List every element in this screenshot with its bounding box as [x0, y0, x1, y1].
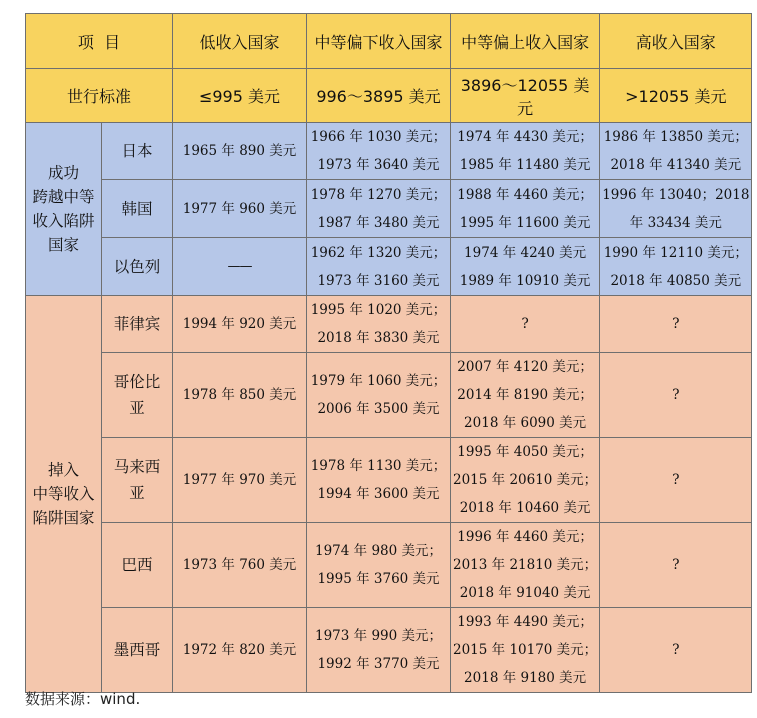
value-line: 1995 年 3760 美元: [317, 571, 440, 587]
table-row: [26, 523, 752, 608]
value-upper-middle: [451, 123, 600, 180]
value-line: 1965 年 890 美元: [182, 143, 297, 159]
income-table-container: [25, 13, 752, 693]
value-line: 1973 年 3640 美元: [317, 157, 440, 173]
table-row: [26, 438, 752, 523]
value-line: 1974 年 980 美元；: [315, 543, 442, 559]
value-line: 1994 年 920 美元: [182, 316, 297, 332]
table-row: [26, 123, 752, 180]
country-name: [102, 608, 173, 693]
value-low: [173, 180, 307, 238]
value-line: 1978 年 850 美元: [182, 387, 297, 403]
value-line: 1996 年 4460 美元；: [457, 529, 593, 545]
country-name-line: 亚: [129, 399, 145, 417]
table-row: [26, 608, 752, 693]
country-name-line: 菲律宾: [113, 315, 161, 333]
value-line: ?: [672, 557, 680, 573]
country-name: [102, 296, 173, 353]
value-upper-middle: [451, 353, 600, 438]
value-line: 1988 年 4460 美元；: [457, 186, 593, 203]
value-low: [173, 238, 307, 296]
value-line: 1974 年 4240 美元: [464, 244, 587, 261]
value-upper-middle: [451, 238, 600, 296]
value-high: [600, 353, 752, 438]
country-name: [102, 438, 173, 523]
header-lower-middle-income: 中等偏下收入国家: [307, 14, 451, 69]
group-fallen-countries: [26, 296, 102, 693]
value-line: 2015 年 10170 美元；: [453, 642, 598, 658]
data-source-note: 数据来源：wind.: [25, 690, 141, 708]
value-line: 1974 年 4430 美元；: [457, 129, 593, 145]
standard-lower-middle: 996～3895 美元: [307, 69, 451, 123]
header-upper-middle-income: 中等偏上收入国家: [451, 14, 600, 69]
value-high: [600, 296, 752, 353]
value-line: 2007 年 4120 美元；: [457, 359, 593, 375]
value-high: [600, 608, 752, 693]
value-line: 年 33434 美元: [629, 214, 722, 231]
group-label-line: 陷阱国家: [32, 509, 95, 527]
value-high: [600, 438, 752, 523]
value-line: 1978 年 1130 美元；: [310, 458, 447, 474]
group-label-line: 掉入: [47, 461, 79, 479]
country-name-line: 巴西: [121, 556, 153, 574]
value-line: 2018 年 3830 美元: [317, 330, 440, 346]
country-name-line: 韩国: [121, 199, 153, 218]
group-success-countries: [26, 123, 102, 296]
group-label-line: 收入陷阱: [32, 212, 95, 230]
standard-row: [26, 69, 752, 123]
value-line: ?: [521, 316, 529, 332]
value-line: 1994 年 3600 美元: [317, 486, 440, 502]
value-line: 1962 年 1320 美元；: [310, 244, 447, 261]
standard-label: 世行标准: [26, 69, 173, 123]
standard-low: ≤995 美元: [173, 69, 307, 123]
group-label-line: 跨越中等: [32, 188, 95, 206]
country-name-line: 墨西哥: [113, 641, 161, 659]
value-line: 1990 年 12110 美元；: [603, 244, 748, 261]
value-line: 1973 年 760 美元: [182, 557, 297, 573]
value-low: [173, 296, 307, 353]
value-lower-middle: [307, 608, 451, 693]
value-line: 1977 年 960 美元: [182, 200, 297, 217]
country-name: [102, 238, 173, 296]
value-low: [173, 438, 307, 523]
value-line: 1989 年 10910 美元: [459, 272, 591, 289]
country-name-line: 以色列: [113, 257, 161, 276]
standard-upper-middle: 3896～12055 美元: [451, 69, 600, 123]
country-name: [102, 180, 173, 238]
value-line: 1995 年 4050 美元；: [457, 444, 593, 460]
value-line: 1977 年 970 美元: [182, 472, 297, 488]
value-line: ?: [672, 387, 680, 403]
value-high: [600, 523, 752, 608]
value-line: 1978 年 1270 美元；: [310, 186, 447, 203]
header-high-income: 高收入国家: [600, 14, 752, 69]
group-label-line: 成功: [47, 164, 79, 182]
country-name-line: 日本: [121, 142, 153, 160]
group-label-line: 国家: [47, 236, 79, 254]
value-line: 2018 年 91040 美元: [459, 585, 591, 601]
value-lower-middle: [307, 438, 451, 523]
table-row: [26, 296, 752, 353]
value-line: 2018 年 6090 美元: [464, 415, 587, 431]
value-upper-middle: [451, 608, 600, 693]
value-line: 2006 年 3500 美元: [317, 401, 440, 417]
value-line: 1995 年 1020 美元；: [310, 302, 447, 318]
value-upper-middle: [451, 296, 600, 353]
table-row: [26, 180, 752, 238]
value-line: ?: [672, 472, 680, 488]
value-line: ——: [227, 258, 252, 274]
value-line: 1986 年 13850 美元；: [603, 129, 748, 145]
value-line: 1996 年 13040；2018: [602, 186, 750, 203]
value-lower-middle: [307, 123, 451, 180]
value-lower-middle: [307, 296, 451, 353]
table-row: [26, 238, 752, 296]
value-line: 1972 年 820 美元: [182, 642, 297, 658]
value-upper-middle: [451, 523, 600, 608]
value-high: [600, 180, 752, 238]
country-name-line: 马来西: [113, 458, 161, 476]
value-low: [173, 353, 307, 438]
value-line: ?: [672, 316, 680, 332]
value-low: [173, 123, 307, 180]
header-low-income: 低收入国家: [173, 14, 307, 69]
value-line: 2018 年 40850 美元: [610, 272, 742, 289]
header-item: 项 目: [26, 14, 173, 69]
value-line: 1985 年 11480 美元: [459, 157, 591, 173]
value-line: 2018 年 41340 美元: [610, 157, 742, 173]
value-lower-middle: [307, 353, 451, 438]
country-name: [102, 123, 173, 180]
value-lower-middle: [307, 238, 451, 296]
value-low: [173, 523, 307, 608]
value-line: 1987 年 3480 美元: [317, 214, 440, 231]
income-trap-table: [25, 13, 752, 693]
value-line: ?: [672, 642, 680, 658]
country-name: [102, 353, 173, 438]
standard-high: >12055 美元: [600, 69, 752, 123]
value-line: 2018 年 10460 美元: [459, 500, 591, 516]
value-upper-middle: [451, 438, 600, 523]
country-name: [102, 523, 173, 608]
group-label-line: 中等收入: [32, 485, 95, 503]
value-low: [173, 608, 307, 693]
value-line: 2018 年 9180 美元: [464, 670, 587, 686]
value-line: 2015 年 20610 美元；: [453, 472, 598, 488]
value-line: 1995 年 11600 美元: [459, 214, 591, 231]
value-line: 1979 年 1060 美元；: [310, 373, 447, 389]
country-name-line: 亚: [129, 484, 145, 502]
value-line: 2013 年 21810 美元；: [453, 557, 598, 573]
value-lower-middle: [307, 180, 451, 238]
value-line: 1973 年 990 美元；: [315, 628, 442, 644]
value-line: 1973 年 3160 美元: [317, 272, 440, 289]
value-line: 1966 年 1030 美元；: [310, 129, 447, 145]
value-lower-middle: [307, 523, 451, 608]
value-line: 1992 年 3770 美元: [317, 656, 440, 672]
value-upper-middle: [451, 180, 600, 238]
value-high: [600, 238, 752, 296]
table-row: [26, 353, 752, 438]
value-line: 1993 年 4490 美元；: [457, 614, 593, 630]
header-row: [26, 14, 752, 69]
value-line: 2014 年 8190 美元；: [457, 387, 593, 403]
country-name-line: 哥伦比: [113, 373, 161, 391]
value-high: [600, 123, 752, 180]
